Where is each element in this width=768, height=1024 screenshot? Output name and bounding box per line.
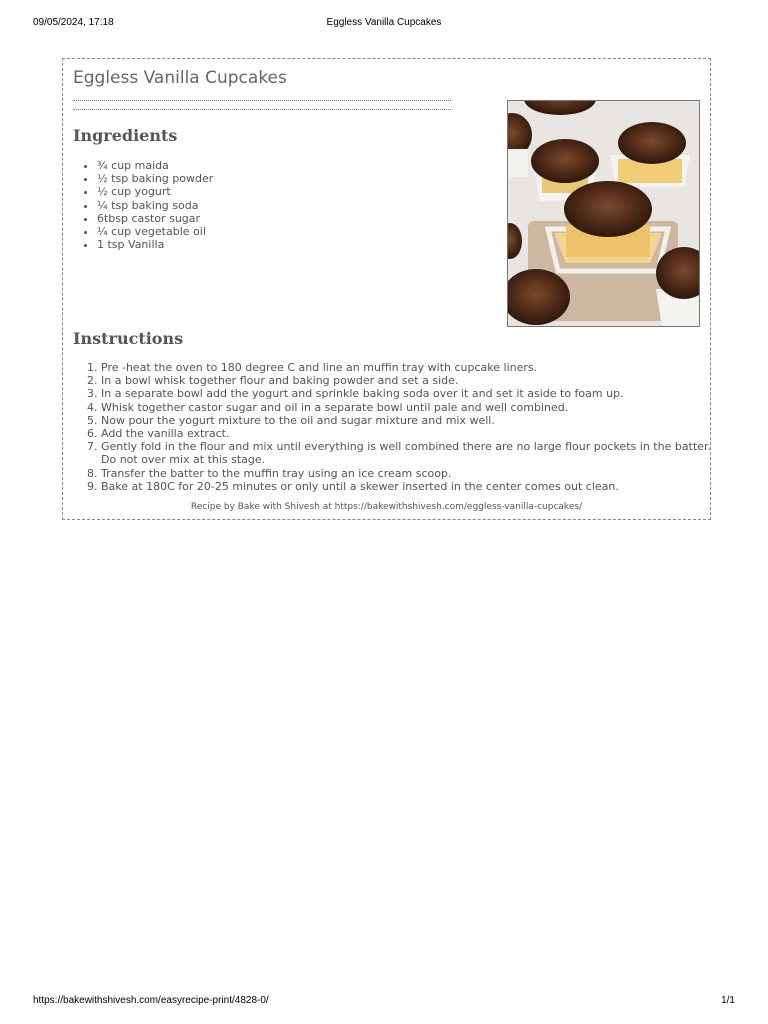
ingredients-list [73,159,213,251]
divider [73,100,451,101]
print-footer [33,995,735,1007]
ingredient-item: • ¼ cup vegetable oil [97,225,213,238]
ingredient-item: • ½ tsp baking powder [97,172,213,185]
recipe-title: Eggless Vanilla Cupcakes [73,68,287,88]
print-page-title: Eggless Vanilla Cupcakes [326,17,442,28]
print-datetime: 09/05/2024, 17:18 [33,17,114,28]
recipe-credit: Recipe by Bake with Shivesh at https://bakewithshivesh.com/eggless-vanilla-cupcakes/ [190,502,583,512]
print-header [33,17,735,29]
instructions-heading: Instructions [73,329,184,348]
instruction-step: 5. Now pour the yogurt mixture to the oil and sugar mixture and mix well. [101,414,716,427]
instruction-step: 2. In a bowl whisk together flour and baking powder and set a side. [101,374,716,387]
divider [73,109,451,110]
instruction-step: 9. Bake at 180C for 20-25 minutes or only until a skewer inserted in the center comes out clean. [101,480,716,493]
ingredient-item: • ¼ tsp baking soda [97,199,213,212]
ingredient-item: • 6tbsp castor sugar [97,212,213,225]
instruction-step: 1. Pre -heat the oven to 180 degree C and line an muffin tray with cupcake liners. [101,361,716,374]
ingredients-heading: Ingredients [73,126,178,145]
cupcakes-image [508,101,699,326]
ingredient-item: • ½ cup yogurt [97,185,213,198]
recipe-card [62,58,711,520]
instruction-step: 7. Gently fold in the flour and mix until everything is well combined there are no large flour pockets in the batter. Do not over mix at this stage. [101,440,716,466]
recipe-photo [507,100,700,327]
print-footer-url: https://bakewithshivesh.com/easyrecipe-print/4828-0/ [33,995,269,1006]
instruction-step: 8. Transfer the batter to the muffin tray using an ice cream scoop. [101,467,716,480]
instructions-list [73,361,716,493]
instruction-step: 6. Add the vanilla extract. [101,427,716,440]
page-number: 1/1 [721,995,735,1006]
instruction-step: 3. In a separate bowl add the yogurt and sprinkle baking soda over it and set it aside to foam up. [101,387,716,400]
ingredient-item: • 1 tsp Vanilla [97,238,213,251]
instruction-step: 4. Whisk together castor sugar and oil in a separate bowl until pale and well combined. [101,401,716,414]
ingredient-item: • ¾ cup maida [97,159,213,172]
